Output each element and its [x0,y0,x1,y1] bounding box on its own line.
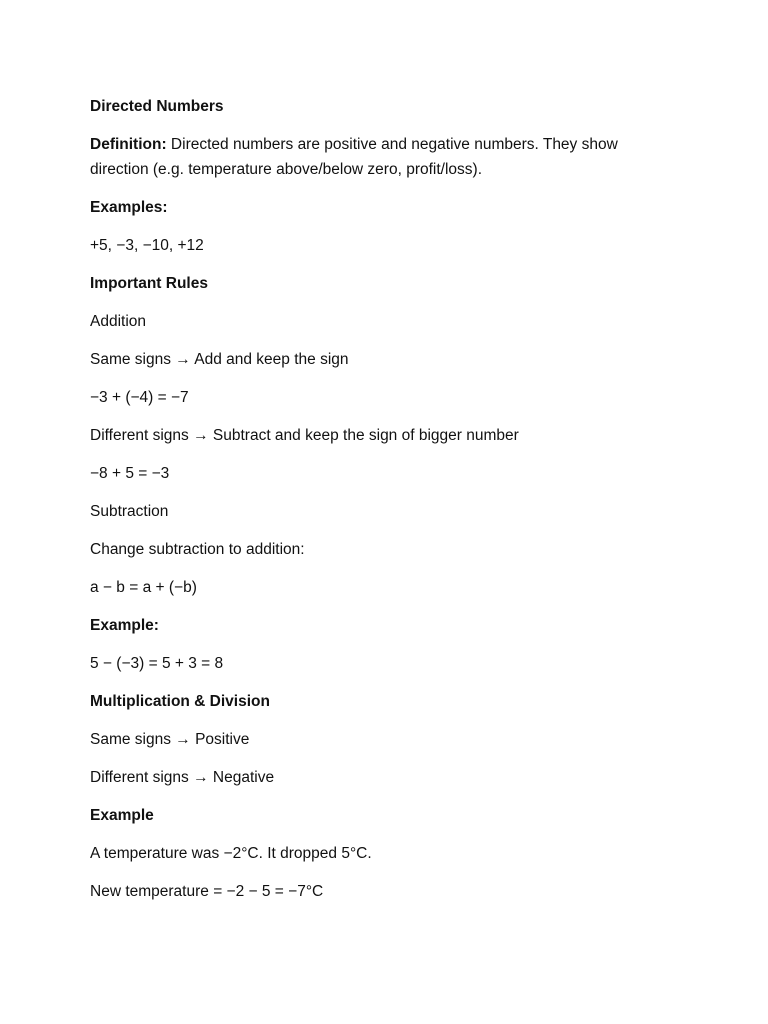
definition-label: Definition: [90,136,167,153]
multdiv-rule-different-signs: Different signs → Negative [90,769,275,786]
definition-text-line2: direction (e.g. temperature above/below zero, profit/loss). [90,161,482,178]
definition-paragraph [90,132,690,182]
final-example-answer: New temperature = −2 − 5 = −7°C [90,883,324,900]
addition-rule-same-signs: Same signs → Add and keep the sign [90,351,349,368]
examples-list: +5, −3, −10, +12 [90,237,204,254]
multdiv-heading: Multiplication & Division [90,693,270,710]
examples-heading: Examples: [90,199,168,216]
document-body [90,94,690,917]
addition-heading: Addition [90,313,147,330]
definition-text-line1: Directed numbers are positive and negative numbers. They show [166,136,618,153]
subtraction-example: 5 − (−3) = 5 + 3 = 8 [90,655,224,672]
final-example-heading: Example [90,807,154,824]
final-example-problem: A temperature was −2°C. It dropped 5°C. [90,845,372,862]
subtraction-heading: Subtraction [90,503,169,520]
addition-example-same-signs: −3 + (−4) = −7 [90,389,189,406]
subtraction-rule: Change subtraction to addition: [90,541,305,558]
addition-example-different-signs: −8 + 5 = −3 [90,465,170,482]
multdiv-rule-same-signs: Same signs → Positive [90,731,250,748]
addition-rule-different-signs: Different signs → Subtract and keep the sign of bigger number [90,427,519,444]
subtraction-formula: a − b = a + (−b) [90,579,197,596]
document-title: Directed Numbers [90,98,224,115]
subtraction-example-label: Example: [90,617,159,634]
rules-heading: Important Rules [90,275,208,292]
